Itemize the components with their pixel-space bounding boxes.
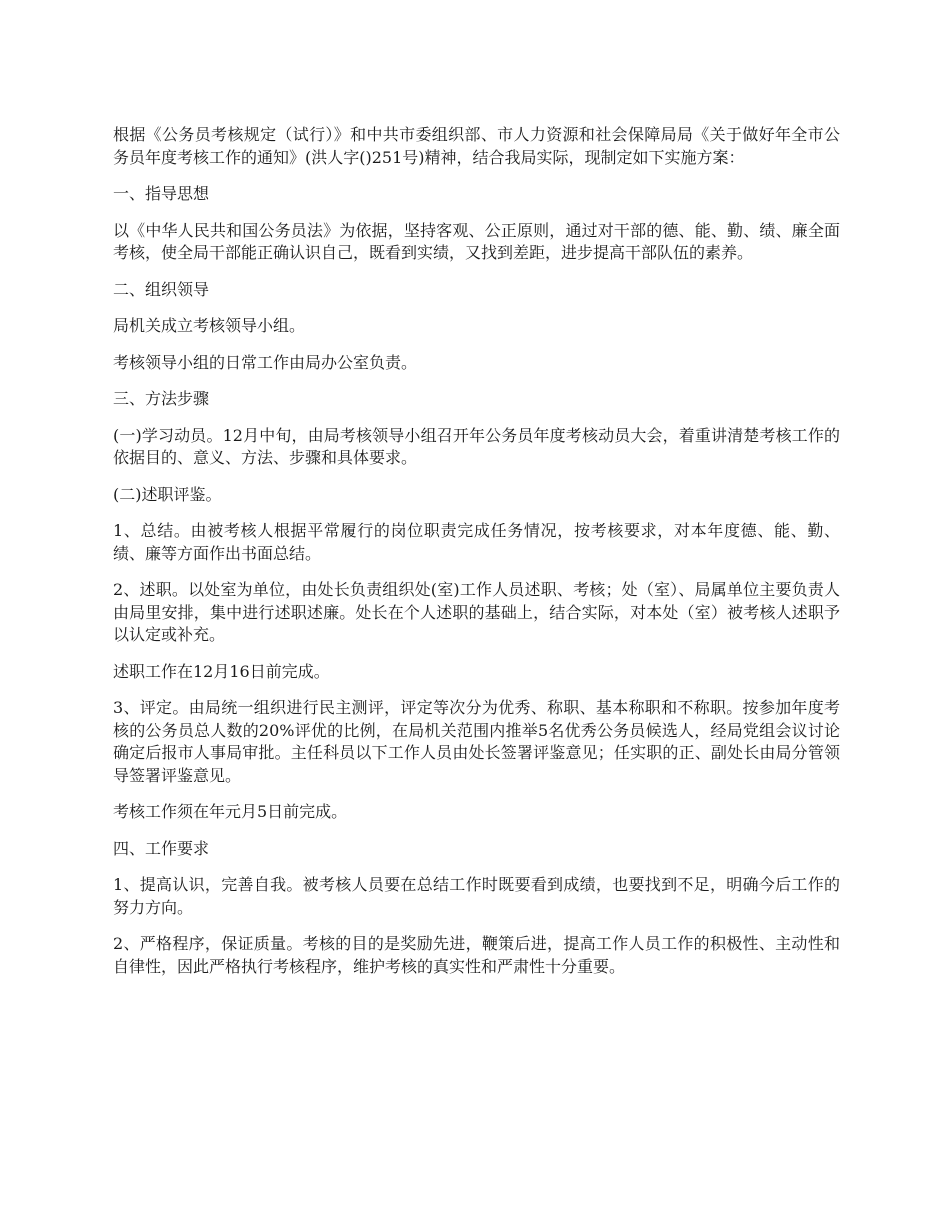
methods-report-deadline: 述职工作在12月16日前完成。 [113,661,330,681]
document-body [113,124,840,992]
organization-paragraph-2: 考核领导小组的日常工作由局办公室负责。 [113,352,418,372]
requirements-paragraph-2: 2、严格程序，保证质量。考核的目的是奖励先进，鞭策后进，提高工作人员工作的积极性、主动性和自律性，因此严格执行考核程序，维护考核的真实性和严肃性十分重要。 [113,934,840,976]
organization-paragraph-1: 局机关成立考核领导小组。 [113,316,306,335]
methods-evaluation-paragraph: 3、评定。由局统一组织进行民主测评，评定等次分为优秀、称职、基本称职和不称职。按参加年度考核的公务员总人数的20%评优的比例，在局机关范围内推举5名优秀公务员候选人，经局党组会议讨论确定后报市人事局审批。主任科员以下工作人员由处长签署评鉴意见；任实职的正、副处长由局分管领导签署评鉴意见。 [113,698,840,785]
methods-evaluation-deadline: 考核工作须在年元月5日前完成。 [113,802,348,821]
section-heading-requirements: 四、工作要求 [113,838,210,858]
requirements-paragraph-1: 1、提高认识，完善自我。被考核人员要在总结工作时既要看到成绩，也要找到不足，明确今后工作的努力方向。 [113,875,840,917]
intro-paragraph: 根据《公务员考核规定（试行）》和中共市委组织部、市人力资源和社会保障局局《关于做好年全市公务员年度考核工作的通知》(洪人字()251号)精神，结合我局实际，现制定如下实施方案： [113,125,840,167]
section-heading-organization: 二、组织领导 [113,279,210,299]
section-heading-guiding-ideology: 一、指导思想 [113,184,210,203]
methods-step-1-paragraph: (一)学习动员。12月中旬，由局考核领导小组召开年公务员年度考核动员大会，着重讲清楚考核工作的依据目的、意义、方法、步骤和具体要求。 [113,425,840,467]
methods-step-2-title: (二)述职评鉴。 [113,484,222,504]
section-heading-methods: 三、方法步骤 [113,389,210,408]
methods-report-paragraph: 2、述职。以处室为单位，由处长负责组织处(室)工作人员述职、考核；处（室）、局属单位主要负责人由局里安排，集中进行述职述廉。处长在个人述职的基础上，结合实际，对本处（室）被考核人述职予以认定或补充。 [113,580,840,644]
methods-summary-paragraph: 1、总结。由被考核人根据平常履行的岗位职责完成任务情况，按考核要求，对本年度德、能、勤、绩、廉等方面作出书面总结。 [113,521,840,563]
guiding-ideology-paragraph: 以《中华人民共和国公务员法》为依据，坚持客观、公正原则，通过对干部的德、能、勤、绩、廉全面考核，使全局干部能正确认识自己，既看到实绩，又找到差距，进步提高干部队伍的素养。 [113,220,840,262]
